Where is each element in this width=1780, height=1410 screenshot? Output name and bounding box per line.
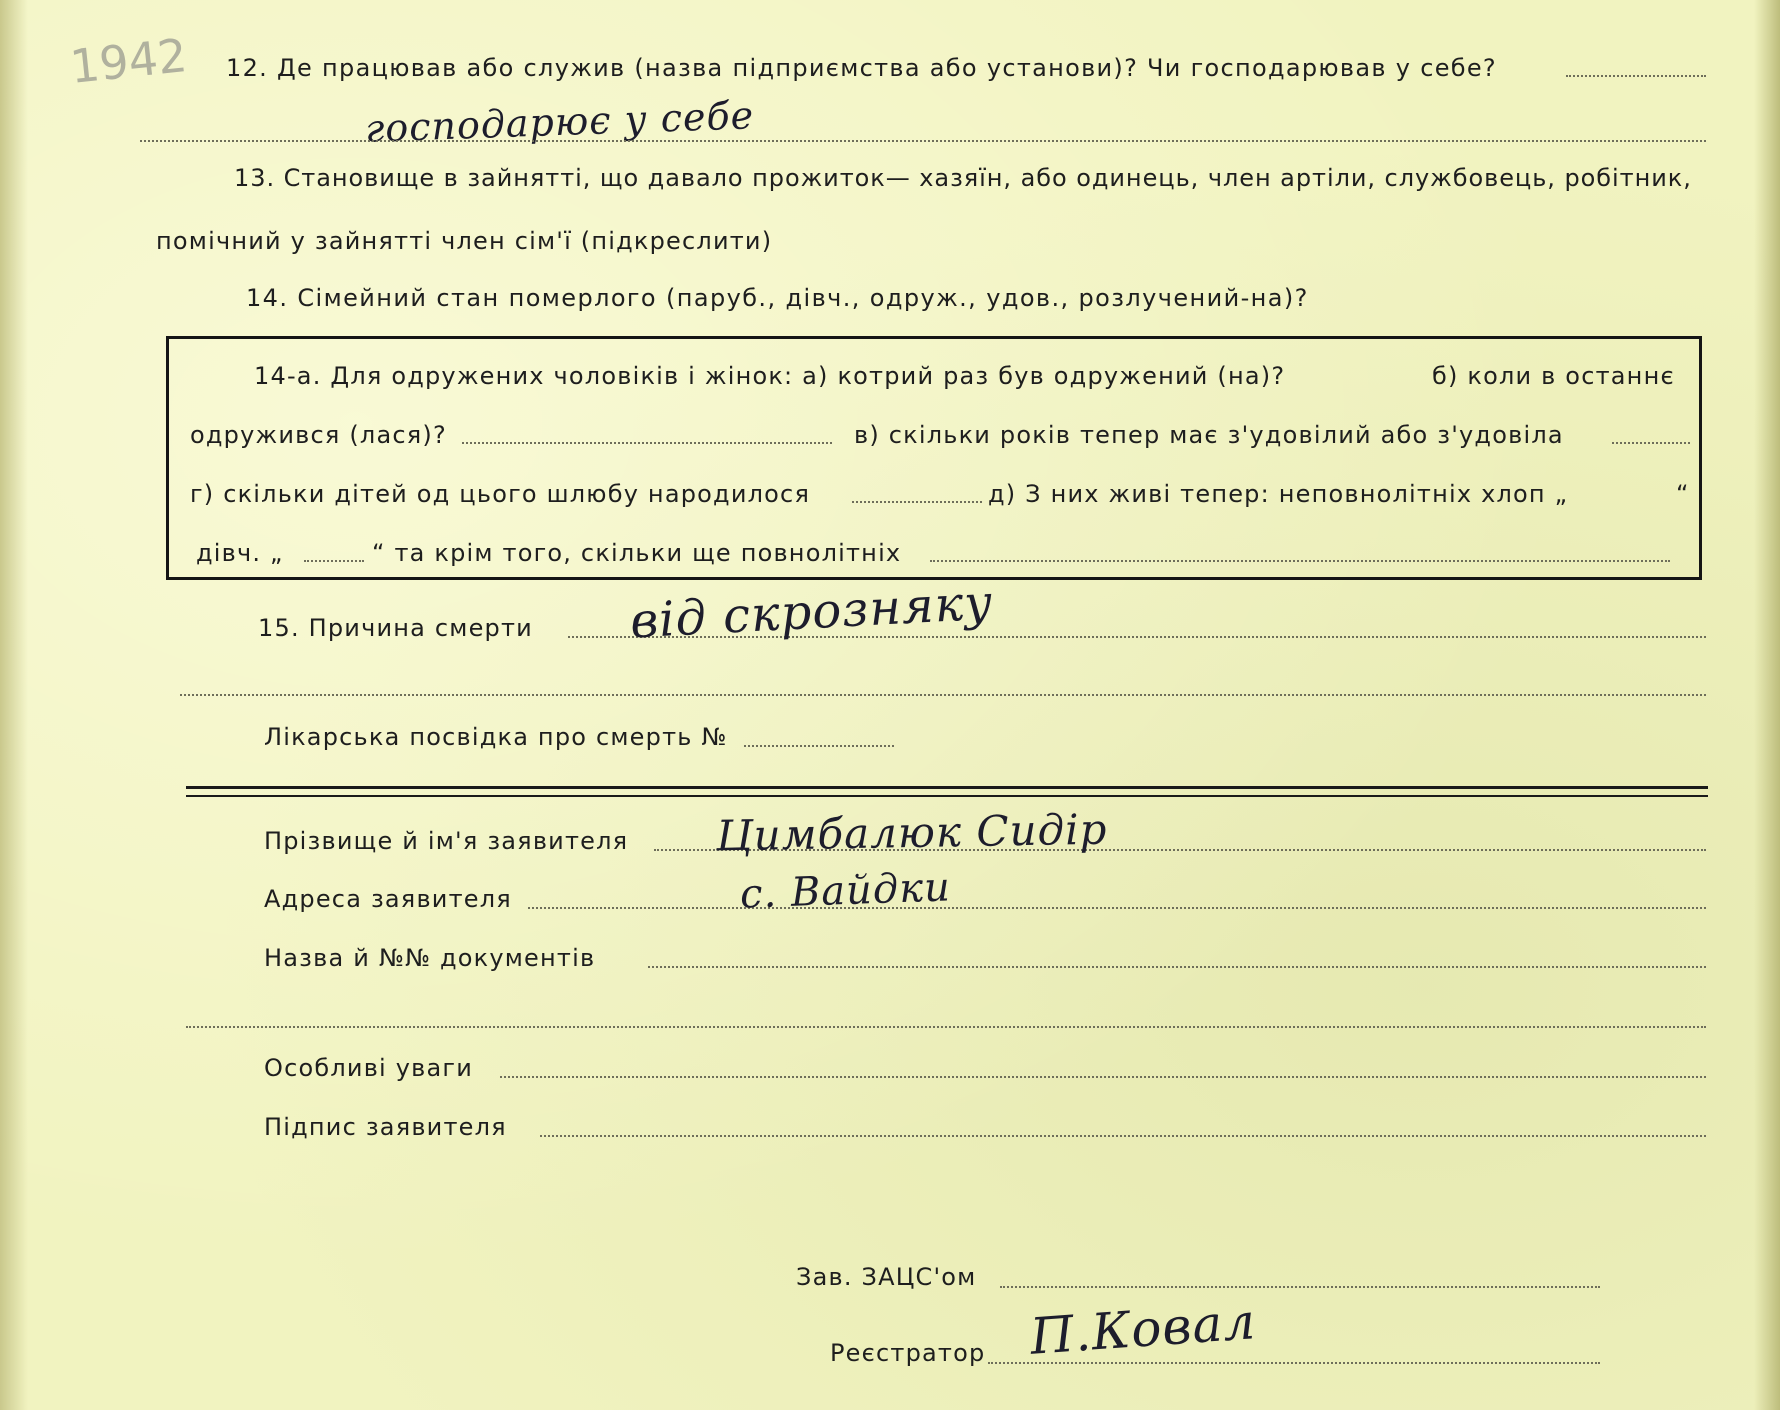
item15-second-line <box>180 694 1706 696</box>
applicant-address-value: с. Вайдки <box>739 864 952 918</box>
item14a-line3c: “ <box>1676 480 1690 508</box>
registrar-label: Реєстратор <box>830 1339 986 1367</box>
applicant-notes-dots <box>500 1076 1706 1078</box>
applicant-docs-dots <box>648 966 1706 968</box>
applicant-docs-label: Назва й №№ документів <box>264 944 596 972</box>
head-zags-dots <box>1000 1286 1600 1288</box>
item13-line1: 13. Становище в зайнятті, що давало прожиток— хазяїн, або одинець, член артіли, службовець, робітник, <box>234 164 1692 192</box>
item14a-line2b: в) скільки років тепер має з'удовілий або з'удовіла <box>854 421 1564 449</box>
item12-dots-end <box>1566 75 1706 77</box>
item14a-line4b: “ та крім того, скільки ще повнолітніх <box>372 539 902 567</box>
item14a-line4-dots <box>304 560 364 562</box>
item14-label: 14. Сімейний стан померлого (паруб., дівч., одруж., удов., розлучений-на)? <box>246 284 1309 312</box>
item12-label: 12. Де працював або служив (назва підприємства або установи)? Чи господарював у себе? <box>226 54 1497 82</box>
item14a-line1b: б) коли в останнє <box>1432 362 1675 390</box>
paper-edge-left <box>0 0 28 1410</box>
item14a-line1a: 14-а. Для одружених чоловіків і жінок: а) котрий раз був одружений (на)? <box>254 362 1286 390</box>
applicant-docs-second-line <box>186 1026 1706 1028</box>
item15-label: 15. Причина смерти <box>258 614 533 642</box>
registrar-signature: П.Ковал <box>1028 1292 1258 1366</box>
item14a-line2-dots <box>462 442 832 444</box>
item14a-line3a: г) скільки дітей од цього шлюбу народилося <box>190 480 811 508</box>
item15-answer: від скрозняку <box>628 574 995 650</box>
item13-line2: помічний у зайнятті член сім'ї (підкреслити) <box>156 227 773 255</box>
item12-answer-line <box>140 140 1706 142</box>
applicant-signature-dots <box>540 1135 1706 1137</box>
applicant-notes-label: Особливі уваги <box>264 1054 474 1082</box>
item12-answer: господарює у себе <box>364 93 755 151</box>
item14a-line2a: одружився (лася)? <box>190 421 447 449</box>
head-zags-label: Зав. ЗАЦС'ом <box>796 1263 977 1291</box>
item14a-line3b: д) З них живі тепер: неповнолітніх хлоп „ <box>988 480 1569 508</box>
applicant-address-dots <box>528 907 1706 909</box>
item14a-line4-dots-end <box>930 560 1670 562</box>
applicant-name-label: Прізвище й ім'я заявителя <box>264 827 629 855</box>
double-rule-bottom <box>186 795 1708 797</box>
applicant-signature-label: Підпис заявителя <box>264 1113 507 1141</box>
double-rule-top <box>186 786 1708 789</box>
medical-cert-label: Лікарська посвідка про смерть № <box>264 723 728 751</box>
medical-cert-dots <box>744 745 894 747</box>
margin-pencil-note: 1942 <box>67 28 190 94</box>
applicant-name-value: Цимбалюк Сидір <box>715 804 1108 861</box>
item14a-line2-dots-end <box>1612 442 1690 444</box>
paper-edge-right <box>1754 0 1780 1410</box>
item14a-line3-dots <box>852 501 982 503</box>
item14a-line4a: дівч. „ <box>196 539 284 567</box>
applicant-address-label: Адреса заявителя <box>264 885 512 913</box>
